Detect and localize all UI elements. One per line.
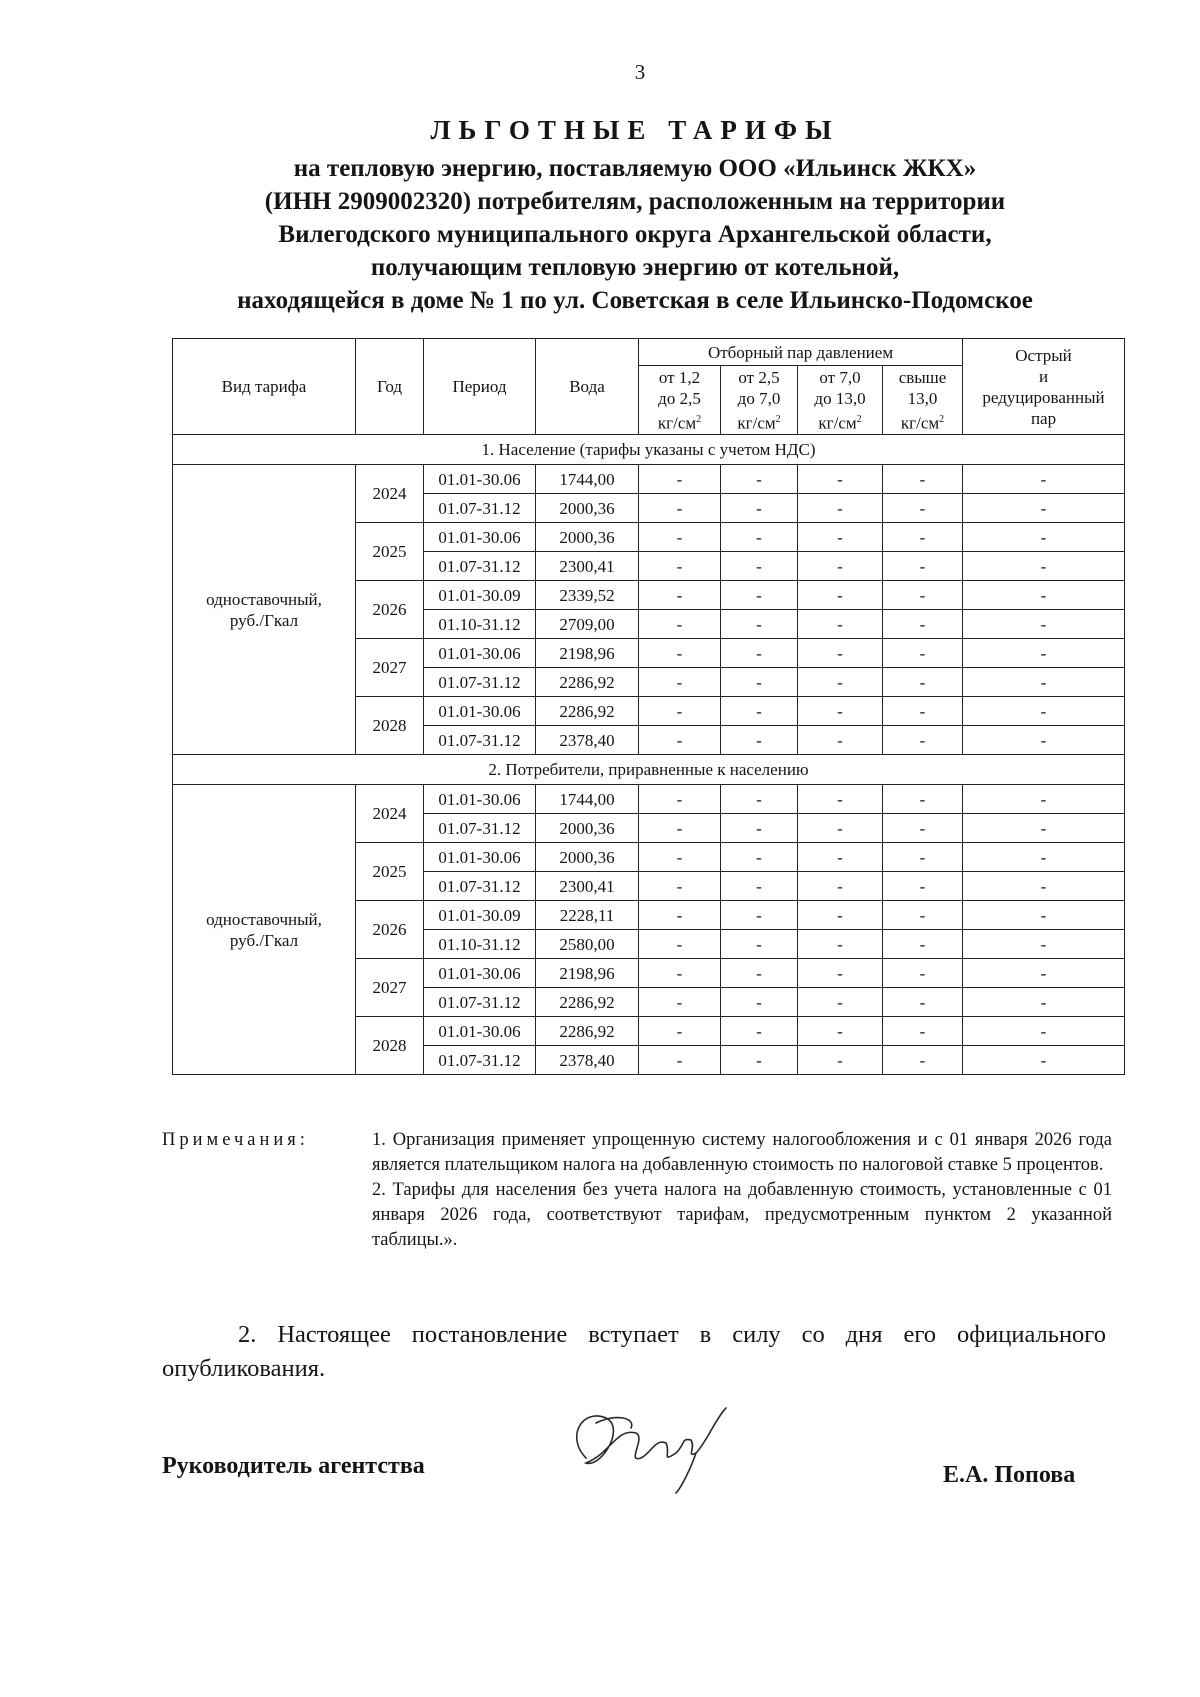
year-cell: 2027 <box>356 959 424 1017</box>
title-main: ЛЬГОТНЫЕ ТАРИФЫ <box>430 115 840 145</box>
tariff-type-cell <box>173 785 356 1075</box>
dash-cell: - <box>963 959 1125 988</box>
water-tariff-cell: 2000,36 <box>536 523 639 552</box>
section-row <box>173 755 1125 785</box>
dash-cell: - <box>883 726 963 755</box>
dash-cell: - <box>721 697 798 726</box>
dash-cell: - <box>798 872 883 901</box>
dash-cell: - <box>721 494 798 523</box>
tariff-type-line: одноставочный, <box>206 909 322 929</box>
dash-cell: - <box>798 581 883 610</box>
water-tariff-cell: 2000,36 <box>536 814 639 843</box>
dash-cell: - <box>639 697 721 726</box>
header-steam-group: Отборный пар давлением <box>639 339 963 366</box>
dash-cell: - <box>963 901 1125 930</box>
dash-cell: - <box>721 959 798 988</box>
tariff-type-line: руб./Гкал <box>229 610 299 630</box>
table-row <box>173 785 1125 814</box>
period-cell: 01.07-31.12 <box>424 988 536 1017</box>
dash-cell: - <box>639 988 721 1017</box>
water-tariff-cell: 1744,00 <box>536 785 639 814</box>
title-line: находящейся в доме № 1 по ул. Советская в селе Ильинско-Подомское <box>237 287 1033 314</box>
dash-cell: - <box>639 814 721 843</box>
unit-exponent: 2 <box>696 413 702 425</box>
header-steam-line: от 7,0 <box>819 367 861 387</box>
dash-cell: - <box>721 930 798 959</box>
handwritten-signature <box>556 1398 736 1498</box>
year-cell: 2026 <box>356 581 424 639</box>
dash-cell: - <box>639 581 721 610</box>
dash-cell: - <box>963 494 1125 523</box>
water-tariff-cell: 2709,00 <box>536 610 639 639</box>
header-steam-unit <box>883 409 962 434</box>
dash-cell: - <box>963 930 1125 959</box>
title-line: получающим тепловую энергию от котельной, <box>370 254 900 281</box>
dash-cell: - <box>798 697 883 726</box>
dash-cell: - <box>798 988 883 1017</box>
dash-cell: - <box>798 901 883 930</box>
dash-cell: - <box>639 726 721 755</box>
header-year: Год <box>356 339 424 435</box>
period-cell: 01.01-30.06 <box>424 843 536 872</box>
header-steam-unit <box>721 409 797 434</box>
dash-cell: - <box>963 726 1125 755</box>
dash-cell: - <box>639 785 721 814</box>
section-title: 1. Население (тарифы указаны с учетом НДС) <box>173 435 1125 465</box>
dash-cell: - <box>798 465 883 494</box>
dash-cell: - <box>798 639 883 668</box>
dash-cell: - <box>883 523 963 552</box>
dash-cell: - <box>963 610 1125 639</box>
period-cell: 01.07-31.12 <box>424 814 536 843</box>
dash-cell: - <box>721 668 798 697</box>
header-sharp-line: и <box>1038 366 1049 386</box>
period-cell: 01.01-30.06 <box>424 1017 536 1046</box>
period-cell: 01.01-30.06 <box>424 523 536 552</box>
period-cell: 01.07-31.12 <box>424 552 536 581</box>
signatory-position: Руководитель агентства <box>162 1453 425 1479</box>
dash-cell: - <box>798 668 883 697</box>
dash-cell: - <box>798 610 883 639</box>
dash-cell: - <box>721 843 798 872</box>
dash-cell: - <box>883 901 963 930</box>
dash-cell: - <box>639 1017 721 1046</box>
water-tariff-cell: 1744,00 <box>536 465 639 494</box>
water-tariff-cell: 2300,41 <box>536 872 639 901</box>
dash-cell: - <box>883 872 963 901</box>
dash-cell: - <box>963 668 1125 697</box>
water-tariff-cell: 2286,92 <box>536 697 639 726</box>
dash-cell: - <box>639 639 721 668</box>
period-cell: 01.10-31.12 <box>424 930 536 959</box>
tariff-type-line: руб./Гкал <box>229 930 299 950</box>
paragraph-2-text: 2. Настоящее постановление вступает в силу со дня его официального опубликования. <box>162 1321 1106 1382</box>
signatory-name: Е.А. Попова <box>943 1462 1076 1488</box>
water-tariff-cell: 2378,40 <box>536 1046 639 1075</box>
year-cell: 2028 <box>356 697 424 755</box>
header-steam-line: до 13,0 <box>814 388 866 408</box>
dash-cell: - <box>963 785 1125 814</box>
dash-cell: - <box>883 843 963 872</box>
table-row <box>173 465 1125 494</box>
water-tariff-cell: 2198,96 <box>536 959 639 988</box>
dash-cell: - <box>721 726 798 755</box>
header-steam-unit <box>639 409 720 434</box>
header-steam-line: от 2,5 <box>738 367 780 387</box>
dash-cell: - <box>639 959 721 988</box>
dash-cell: - <box>721 785 798 814</box>
note-item: 2. Тарифы для населения без учета налога на добавленную стоимость, установленные с 01 января 2026 года, соответствуют тарифам, предусмотренным пунктом 2 указанной таблицы.». <box>372 1180 1112 1250</box>
dash-cell: - <box>883 581 963 610</box>
unit-text: кг/см <box>818 413 857 433</box>
dash-cell: - <box>883 668 963 697</box>
period-cell: 01.01-30.09 <box>424 581 536 610</box>
page-number: 3 <box>634 60 646 84</box>
unit-text: кг/см <box>657 413 697 433</box>
dash-cell: - <box>639 552 721 581</box>
dash-cell: - <box>721 523 798 552</box>
year-cell: 2028 <box>356 1017 424 1075</box>
table-body <box>173 435 1125 1075</box>
header-steam-unit <box>798 409 882 434</box>
year-cell: 2026 <box>356 901 424 959</box>
water-tariff-cell: 2378,40 <box>536 726 639 755</box>
unit-exponent: 2 <box>775 413 781 425</box>
dash-cell: - <box>963 872 1125 901</box>
dash-cell: - <box>963 988 1125 1017</box>
water-tariff-cell: 2198,96 <box>536 639 639 668</box>
period-cell: 01.01-30.09 <box>424 901 536 930</box>
period-cell: 01.07-31.12 <box>424 668 536 697</box>
dash-cell: - <box>883 639 963 668</box>
dash-cell: - <box>721 1017 798 1046</box>
dash-cell: - <box>798 726 883 755</box>
dash-cell: - <box>798 523 883 552</box>
water-tariff-cell: 2000,36 <box>536 494 639 523</box>
header-sharp-line: пар <box>1030 408 1057 428</box>
dash-cell: - <box>963 843 1125 872</box>
period-cell: 01.01-30.06 <box>424 959 536 988</box>
paragraph-2 <box>162 1318 1106 1386</box>
header-sharp-line: Острый <box>1015 345 1072 365</box>
dash-cell: - <box>721 988 798 1017</box>
period-cell: 01.01-30.06 <box>424 639 536 668</box>
dash-cell: - <box>798 552 883 581</box>
period-cell: 01.07-31.12 <box>424 726 536 755</box>
section-row <box>173 435 1125 465</box>
dash-cell: - <box>639 930 721 959</box>
dash-cell: - <box>639 901 721 930</box>
water-tariff-cell: 2339,52 <box>536 581 639 610</box>
dash-cell: - <box>639 523 721 552</box>
header-steam-1 <box>639 366 721 435</box>
dash-cell: - <box>883 785 963 814</box>
dash-cell: - <box>963 1046 1125 1075</box>
tariffs-table <box>172 338 1125 1075</box>
unit-exponent: 2 <box>939 413 945 425</box>
dash-cell: - <box>963 814 1125 843</box>
water-tariff-cell: 2286,92 <box>536 988 639 1017</box>
header-period: Период <box>424 339 536 435</box>
dash-cell: - <box>883 552 963 581</box>
dash-cell: - <box>963 639 1125 668</box>
title-line: на тепловую энергию, поставляемую ООО «Ильинск ЖКХ» <box>293 155 977 182</box>
dash-cell: - <box>639 872 721 901</box>
period-cell: 01.07-31.12 <box>424 1046 536 1075</box>
dash-cell: - <box>639 465 721 494</box>
dash-cell: - <box>798 843 883 872</box>
dash-cell: - <box>721 1046 798 1075</box>
dash-cell: - <box>721 552 798 581</box>
period-cell: 01.10-31.12 <box>424 610 536 639</box>
dash-cell: - <box>798 814 883 843</box>
dash-cell: - <box>798 930 883 959</box>
dash-cell: - <box>721 581 798 610</box>
dash-cell: - <box>639 610 721 639</box>
header-steam-line: свыше <box>898 367 947 387</box>
header-steam-line: до 7,0 <box>737 388 781 408</box>
header-steam-3 <box>798 366 883 435</box>
document-title <box>150 115 1120 317</box>
dash-cell: - <box>798 1046 883 1075</box>
header-steam-2 <box>721 366 798 435</box>
title-line: (ИНН 2909002320) потребителям, расположенным на территории <box>264 188 1006 215</box>
water-tariff-cell: 2286,92 <box>536 668 639 697</box>
dash-cell: - <box>963 581 1125 610</box>
dash-cell: - <box>963 552 1125 581</box>
period-cell: 01.07-31.12 <box>424 494 536 523</box>
header-tariff-type: Вид тарифа <box>173 339 356 435</box>
dash-cell: - <box>883 988 963 1017</box>
dash-cell: - <box>963 465 1125 494</box>
dash-cell: - <box>963 1017 1125 1046</box>
unit-text: кг/см <box>737 413 776 433</box>
dash-cell: - <box>883 959 963 988</box>
dash-cell: - <box>798 959 883 988</box>
tariff-type-line: одноставочный, <box>206 589 322 609</box>
year-cell: 2024 <box>356 785 424 843</box>
header-steam-line: от 1,2 <box>658 367 701 387</box>
section-title: 2. Потребители, приравненные к населению <box>173 755 1125 785</box>
dash-cell: - <box>639 494 721 523</box>
dash-cell: - <box>883 465 963 494</box>
dash-cell: - <box>721 814 798 843</box>
notes-label: Примечания: <box>162 1130 309 1150</box>
header-sharp-steam <box>963 339 1125 435</box>
dash-cell: - <box>883 814 963 843</box>
tariff-type-cell <box>173 465 356 755</box>
water-tariff-cell: 2580,00 <box>536 930 639 959</box>
dash-cell: - <box>963 523 1125 552</box>
header-steam-line: 13,0 <box>907 388 938 408</box>
header-steam-line: до 2,5 <box>658 388 701 408</box>
period-cell: 01.07-31.12 <box>424 872 536 901</box>
header-sharp-line: редуцированный <box>982 387 1105 407</box>
note-item: 1. Организация применяет упрощенную систему налогообложения и с 01 января 2026 года является плательщиком налога на добавленную стоимость по налоговой ставке 5 процентов. <box>372 1130 1112 1175</box>
dash-cell: - <box>639 843 721 872</box>
unit-text: кг/см <box>900 413 940 433</box>
dash-cell: - <box>883 1046 963 1075</box>
dash-cell: - <box>798 1017 883 1046</box>
period-cell: 01.01-30.06 <box>424 465 536 494</box>
dash-cell: - <box>721 872 798 901</box>
dash-cell: - <box>798 494 883 523</box>
period-cell: 01.01-30.06 <box>424 697 536 726</box>
water-tariff-cell: 2286,92 <box>536 1017 639 1046</box>
dash-cell: - <box>721 610 798 639</box>
dash-cell: - <box>721 639 798 668</box>
dash-cell: - <box>883 1017 963 1046</box>
dash-cell: - <box>883 494 963 523</box>
year-cell: 2025 <box>356 843 424 901</box>
dash-cell: - <box>883 930 963 959</box>
water-tariff-cell: 2000,36 <box>536 843 639 872</box>
dash-cell: - <box>963 697 1125 726</box>
water-tariff-cell: 2300,41 <box>536 552 639 581</box>
water-tariff-cell: 2228,11 <box>536 901 639 930</box>
title-line: Вилегодского муниципального округа Архангельской области, <box>278 221 992 248</box>
dash-cell: - <box>883 697 963 726</box>
period-cell: 01.01-30.06 <box>424 785 536 814</box>
dash-cell: - <box>721 901 798 930</box>
year-cell: 2025 <box>356 523 424 581</box>
header-water: Вода <box>536 339 639 435</box>
dash-cell: - <box>798 785 883 814</box>
dash-cell: - <box>883 610 963 639</box>
dash-cell: - <box>639 668 721 697</box>
unit-exponent: 2 <box>856 413 862 425</box>
dash-cell: - <box>721 465 798 494</box>
year-cell: 2024 <box>356 465 424 523</box>
notes-body <box>372 1128 1112 1253</box>
dash-cell: - <box>639 1046 721 1075</box>
header-steam-4 <box>883 366 963 435</box>
year-cell: 2027 <box>356 639 424 697</box>
